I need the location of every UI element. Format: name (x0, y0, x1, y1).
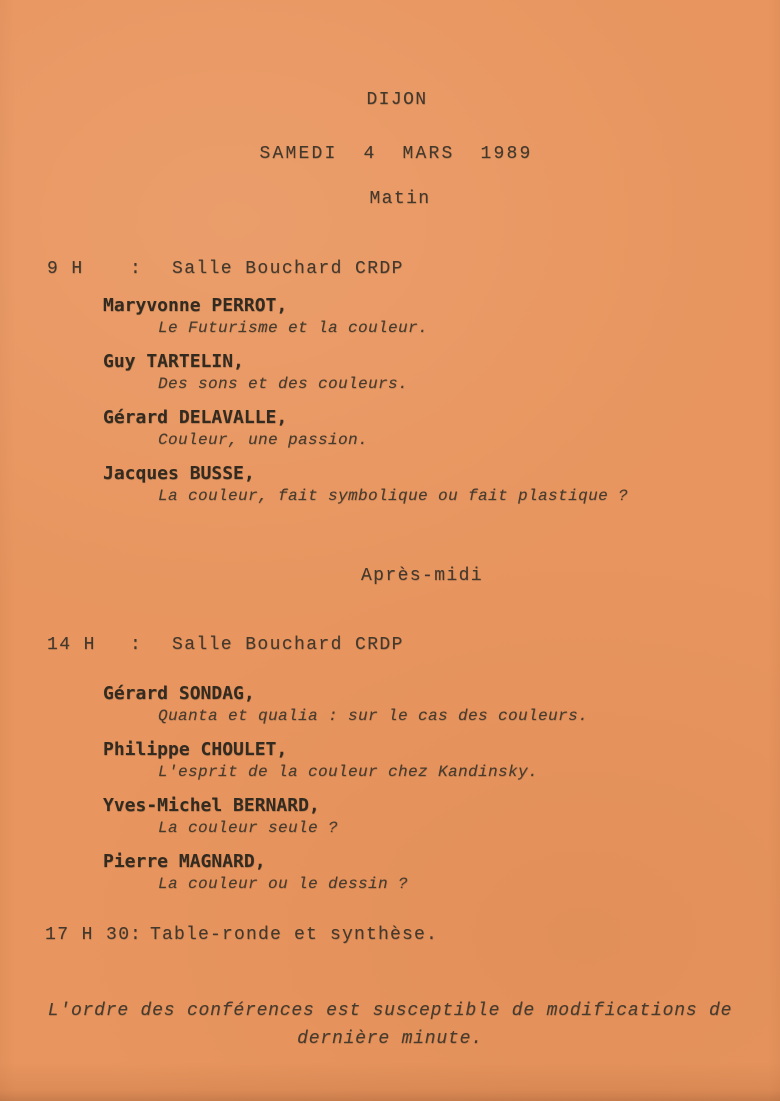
session-morning (0, 259, 780, 518)
period-heading-morning: Matin (369, 189, 431, 209)
speaker-name: Gérard SONDAG, (103, 683, 255, 704)
period-heading-afternoon: Après-midi (360, 566, 484, 586)
closing-label: Table-ronde et synthèse. (150, 925, 439, 945)
session-room: Salle Bouchard CRDP (172, 259, 404, 279)
session-afternoon (0, 635, 780, 906)
session-room: Salle Bouchard CRDP (172, 635, 404, 655)
talk-list-afternoon (0, 682, 780, 896)
talk-item (103, 850, 780, 896)
session-time-row (0, 635, 780, 655)
footer-note-line1: L'ordre des conférences est susceptible de modifications de (47, 1001, 733, 1021)
closing-time: 17 H 30 (45, 925, 131, 945)
talk-title: Quanta et qualia : sur le cas des couleurs. (158, 707, 589, 725)
colon-separator: : (130, 259, 143, 279)
speaker-name: Guy TARTELIN, (103, 351, 244, 372)
city-title: DIJON (366, 90, 428, 110)
talk-title: L'esprit de la couleur chez Kandinsky. (158, 763, 539, 781)
talk-title: La couleur, fait symbolique ou fait plastique ? (158, 487, 629, 505)
speaker-name: Gérard DELAVALLE, (103, 407, 288, 428)
footer-note-line2: dernière minute. (297, 1029, 483, 1049)
talk-item (103, 682, 780, 728)
session-time-row (0, 259, 780, 279)
colon-separator: : (130, 635, 143, 655)
session-time: 14 H (47, 635, 96, 655)
footer-note (0, 997, 780, 1053)
speaker-name: Jacques BUSSE, (103, 463, 255, 484)
speaker-name: Philippe CHOULET, (103, 739, 288, 760)
talk-item (103, 294, 780, 340)
talk-list-morning (0, 294, 780, 508)
session-time: 9 H (47, 259, 84, 279)
speaker-name: Maryvonne PERROT, (103, 295, 288, 316)
speaker-name: Yves-Michel BERNARD, (103, 795, 320, 816)
talk-item (103, 794, 780, 840)
talk-item (103, 462, 780, 508)
speaker-name: Pierre MAGNARD, (103, 851, 266, 872)
colon-separator: : (130, 925, 143, 945)
talk-title: Des sons et des couleurs. (158, 375, 409, 393)
date-line: SAMEDI 4 MARS 1989 (259, 144, 533, 164)
closing-session-row (0, 925, 780, 945)
talk-title: La couleur ou le dessin ? (158, 875, 409, 893)
talk-item (103, 738, 780, 784)
talk-title: Couleur, une passion. (158, 431, 369, 449)
talk-title: La couleur seule ? (158, 819, 339, 837)
talk-item (103, 350, 780, 396)
talk-item (103, 406, 780, 452)
talk-title: Le Futurisme et la couleur. (158, 319, 429, 337)
